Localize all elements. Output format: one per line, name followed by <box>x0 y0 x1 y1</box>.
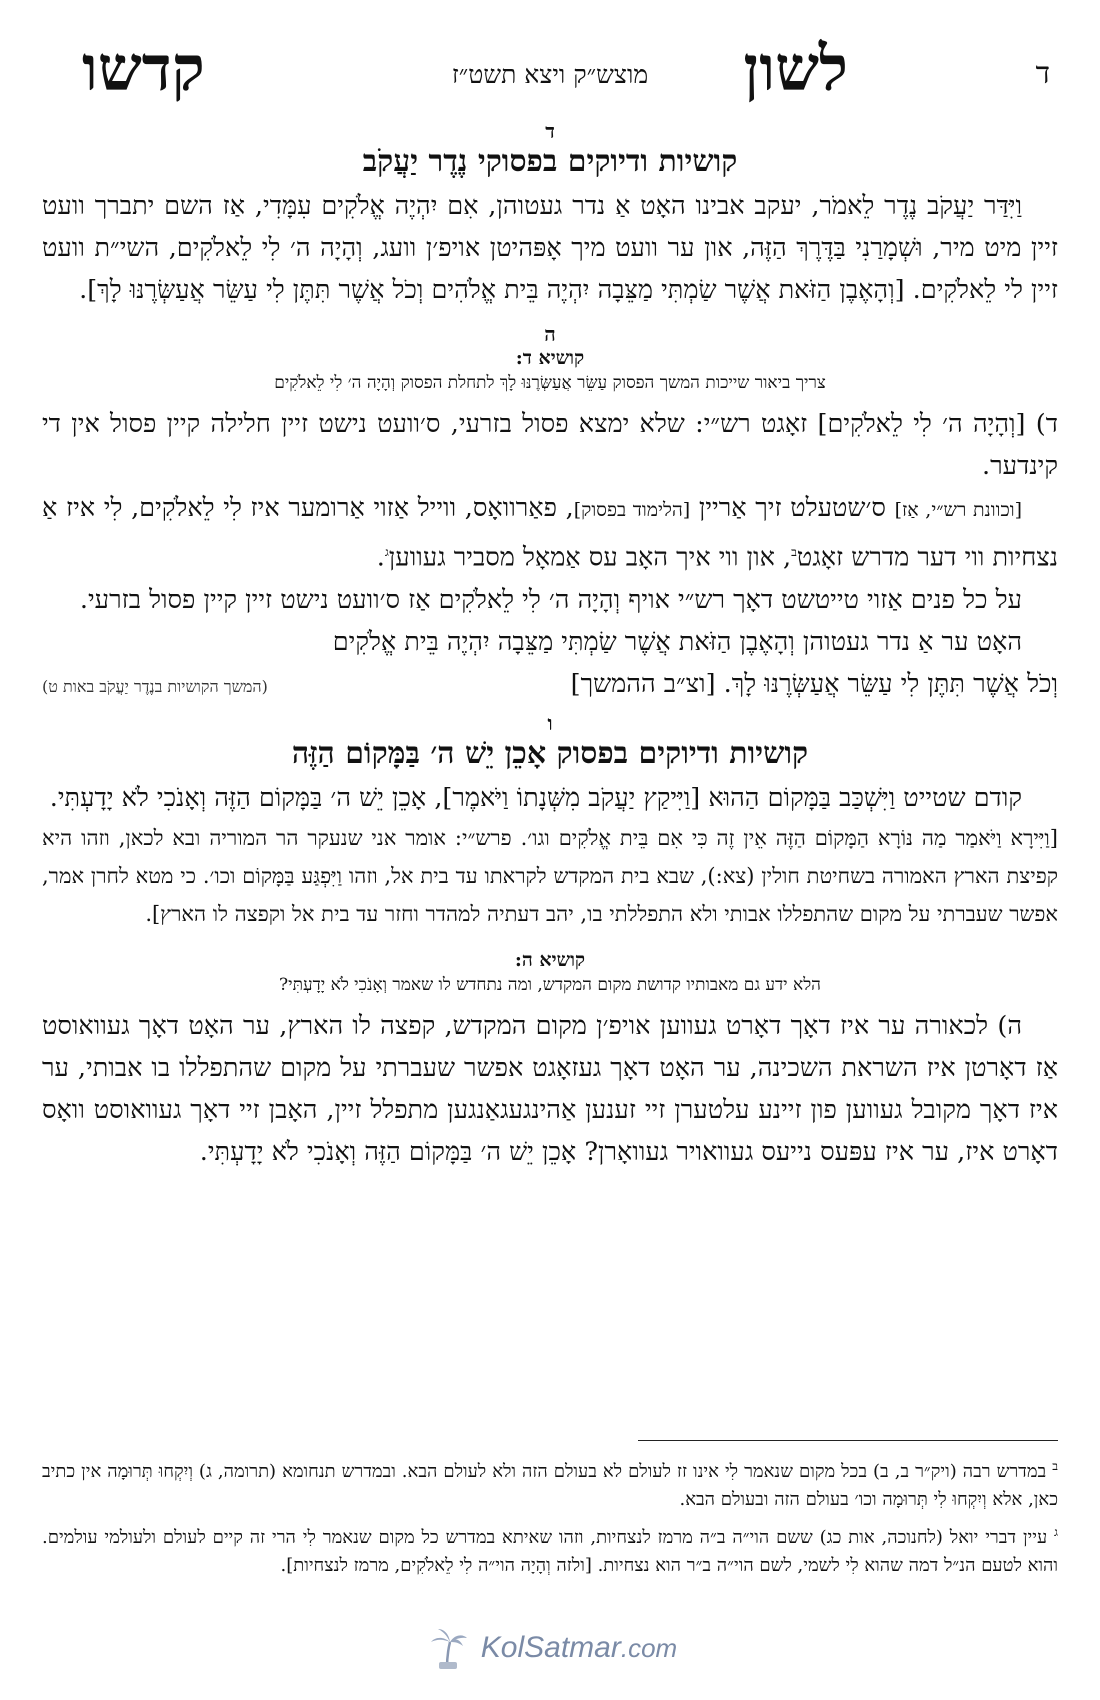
section-title: קושיות ודיוקים בפסוק אָכֵן יֵשׁ ה׳ בַּמָּקוֹם הַזֶּה <box>291 735 809 771</box>
paragraph: ה) לכאורה ער איז דאָך דאָרט געווען אויפ׳ן מקום המקדש, קפצה לו הארץ, ער האָט דאָך געוואוסט אַז דאָרטן איז השראת השכינה, ער האָט דאָך געזאָגט אפשר שעברתי על מקום שהתפללו בו אבותי, ער איז דאָך מקובל געווען פון זיינע עלטערן זיי זענען אַהינגעגאַנגען מתפלל זיין, האָבן זיי דאָך געוואוסט וואָס דאָרט איז, ער איז עפּעס נייעס געוואויר געוואָרן? אָכֵן יֵשׁ ה׳ בַּמָּקוֹם הַזֶּה וְאָנֹכִי לֹא יָדָעְתִּי. <box>42 1010 1058 1167</box>
running-title-left: קדשו <box>82 32 205 105</box>
text-run: , און ווי איך האָב עס אַמאָל מסביר געווען <box>388 542 792 573</box>
logo-name: KolSatmar <box>480 1631 621 1664</box>
text-run: , פאַרוואָס, ווייל אַזוי אַרומער איז לִי לֵאלֹקִים, לִי איז אַ נצחיות ווי דער מדרש זאָגט <box>42 493 1058 573</box>
footer-logo[interactable] <box>0 1624 1100 1672</box>
section-letter: ו <box>547 710 553 735</box>
main-content <box>42 118 1058 1173</box>
continuation-line <box>42 663 1058 708</box>
footnote <box>42 1452 1058 1514</box>
footnote-divider <box>638 1440 1058 1441</box>
continuation-note: (המשך הקושיות בנֶדֶר יַעֲקֹב באות ט) <box>42 676 268 696</box>
footnote-ref[interactable]: ג <box>384 545 389 559</box>
footnote-mark: ג <box>1054 1525 1058 1539</box>
paragraph: ד) [וְהָיָה ה׳ לִי לֵאלֹקִים] זאָגט רש״י: שלא ימצא פסול בזרעי, ס׳וועט נישט זיין חלילה קיין פסול אין די קינדער. <box>42 409 1058 481</box>
paragraph: קודם שטייט וַיִּשְׁכַּב בַּמָּקוֹם הַהוּא [וַיִּיקַץ יַעֲקֹב מִשְּׁנָתוֹ וַיֹּאמֶר], אָכֵן יֵשׁ ה׳ בַּמָּקוֹם הַזֶּה וְאָנֹכִי לֹא יָדָעְתִּי. <box>49 782 1022 813</box>
paragraph: האָט ער אַ נדר געטוהן וְהָאֶבֶן הַזֹּאת אֲשֶׁר שַׂמְתִּי מַצֵּבָה יִהְיֶה בֵּית אֱלֹקִים <box>332 626 1022 657</box>
running-title-right: לשון <box>743 32 848 105</box>
section-title: קושיות ודיוקים בפסוקי נֶדֶר יַעֲקֹב <box>362 144 738 179</box>
footnote-mark: ב <box>1052 1459 1058 1473</box>
page-header <box>42 32 1058 108</box>
logo-suffix: .com <box>620 1633 678 1663</box>
text-run: ס׳שטעלט זיך אַריין <box>698 493 886 523</box>
footnote <box>42 1518 1058 1580</box>
running-subtitle: מוצש״ק ויצא תשט״ז <box>451 60 649 89</box>
page-number: ד <box>1035 56 1050 91</box>
paragraph: על כל פנים אַזוי טייטשט דאָך רש״י אויף וְהָיָה ה׳ לִי לֵאלֹקִים אַז ס׳וועט נישט זיין קיין פסול בזרעי. <box>79 584 1022 615</box>
footnotes <box>42 1452 1058 1584</box>
rashi-note: [וַיִּירָא וַיֹּאמַר מַה נּוֹרָא הַמָּקוֹם הַזֶּה אֵין זֶה כִּי אִם בֵּית אֱלֹקִים וגו׳. פרש״י: אומר אני שנעקר הר המוריה ובא לכאן, וזהו היא קפיצת הארץ האמורה בשחיטת חולין (צא:), שבא בית המקדש לקראתו עד בית אל, וזהו וַיִּפְגַּע בַּמָּקוֹם וכו׳. כי מטא לחרן אמר, אפשר שעברתי על מקום שהתפללו אבותי ולא התפללתי בו, יהב דעתיה למהדר וחזר עד בית אל וקפצה לו הארץ]. <box>42 825 1058 926</box>
question-text: הלא ידע גם מאבותיו קדושת מקום המקדש, ומה נתחדש לו שאמר וְאָנֹכִי לֹא יָדָעְתִּי? <box>279 974 821 995</box>
footnote-ref[interactable]: ב <box>791 545 797 559</box>
footnote-text: במדרש רבה (ויק״ר ב, ב) בכל מקום שנאמר לִי אינו זז לעולם לא בעולם הזה ולא לעולם הבא. ובמדרש תנחומא (תרומה, ג) וְיִקְחוּ תְּרוּמָה אין כתיב כאן, אלא וְיִקְחוּ לִי תְּרוּמָה וכו׳ בעולם הזה ובעולם הבא. <box>42 1461 1058 1510</box>
logo-text <box>481 1631 677 1665</box>
section-letter: ד <box>545 119 555 143</box>
question-text: צריך ביאור שייכות המשך הפסוק עַשֵּׂר אֲעַשְּׂרֶנּוּ לָךְ לתחלת הפסוק וְהָיָה ה׳ לִי לֵאלֹקִים <box>274 373 826 393</box>
text-run: וְכֹל אֲשֶׁר תִּתֶּן לִי עַשֵּׂר אֲעַשְּׂרֶנּוּ לָךְ. [וצ״ב ההמשך] <box>570 668 1058 699</box>
paragraph <box>42 487 1058 579</box>
paragraph: וַיִּדַּר יַעֲקֹב נֶדֶר לֵאמֹר, יעקב אבינו האָט אַ נדר געטוהן, אִם יִהְיֶה אֱלֹקִים עִמָּדִי, אַז השם יתברך וועט זיין מיט מיר, וּשְׁמָרַנִי בַּדֶּרֶךְ הַזֶּה, און ער וועט מיך אָפּהיטן אויפ׳ן וועג, וְהָיָה ה׳ לִי לֵאלֹקִים, השי״ת וועט זיין לי לֵאלֹקִים. [וְהָאֶבֶן הַזֹּאת אֲשֶׁר שַׂמְתִּי מַצֵּבָה יִהְיֶה בֵּית אֱלֹהִים וְכֹל אֲשֶׁר תִּתֶּן לִי עַשֵּׂר אֲעַשְּׂרֶנּוּ לָךְ]. <box>42 191 1058 305</box>
bracket-note: [הלימוד בפסוק] <box>573 499 691 521</box>
bracket-note: [וכוונת רש״י, אַז] <box>894 499 1022 521</box>
section-letter: ה <box>544 322 556 346</box>
question-label: קושיא ה: <box>514 948 586 971</box>
text-run: . <box>376 542 385 573</box>
palm-tree-icon <box>423 1624 471 1672</box>
footnote-text: עיין דברי יואל (לחנוכה, אות כג) ששם הוי״ה ב״ה מרמז לנצחיות, וזהו שאיתא במדרש כל מקום שנאמר לִי הרי זה קיים לעולם ולעולמי עולמים. והוא לטעם הנ״ל דמה שהוא לִי לשמי, לשם הוי״ה ב״ר הוא נצחיות. [ולזה וְהָיָה הוי״ה לִי לֵאלֹקִים, מרמז לנצחיות]. <box>42 1527 1058 1576</box>
question-label: קושיא ד: <box>515 347 585 369</box>
